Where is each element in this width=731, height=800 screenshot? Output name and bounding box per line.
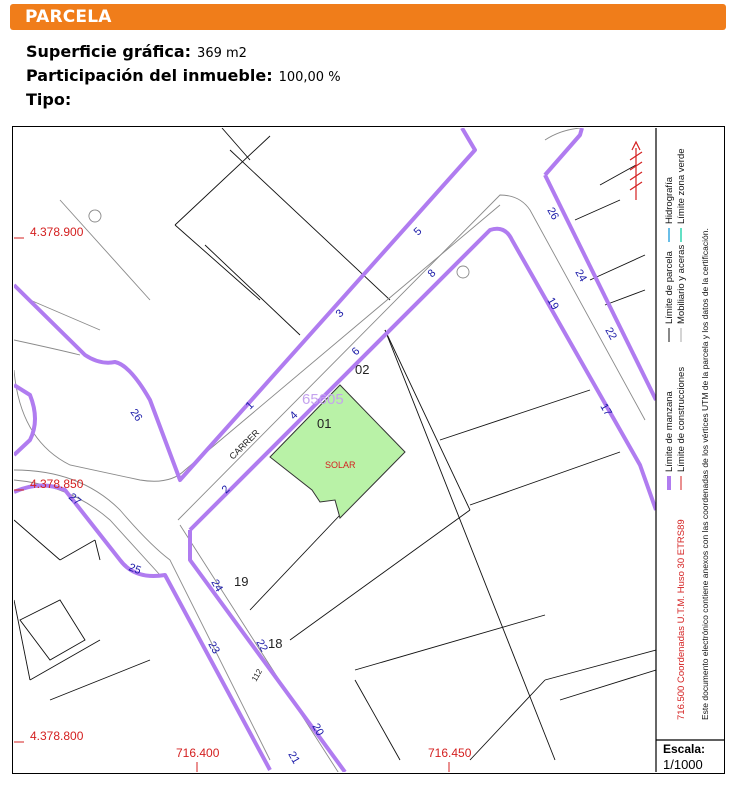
participacion-value: 100,00 % [278, 70, 341, 85]
street-number: 17 [597, 401, 614, 419]
coord-x-2: 716.450 [428, 746, 472, 760]
neighbor-112: 112 [249, 667, 265, 683]
coord-y-1: 4.378.900 [30, 225, 84, 239]
street-number: 6 [349, 345, 363, 359]
street-number: 22 [602, 325, 619, 343]
neighbor-18: 18 [268, 636, 283, 651]
legend-item-manzana: Límite de manzana [664, 391, 675, 472]
street-number: 21 [285, 749, 302, 767]
scale-value: 1/1000 [663, 757, 703, 772]
street-number: 1 [243, 399, 257, 413]
street-number: 25 [126, 561, 143, 578]
street-name: CARRER [227, 427, 262, 462]
coord-y-2: 4.378.850 [30, 477, 84, 491]
street-number: 20 [309, 721, 326, 739]
north-arrow-icon [630, 142, 642, 200]
parcel-use: SOLAR [325, 460, 356, 470]
legend-item-construcciones: Límite de construcciones [676, 366, 687, 472]
legend [664, 148, 710, 720]
street-number: 24 [572, 267, 589, 285]
street-number: 19 [544, 295, 561, 313]
street-number: 24 [208, 577, 225, 595]
street-number: 22 [253, 637, 270, 655]
neighbor-19: 19 [234, 574, 249, 589]
street-number: 4 [287, 409, 301, 423]
street-number: 5 [411, 225, 425, 239]
street-number: 8 [425, 267, 439, 281]
street-number: 26 [544, 205, 561, 223]
legend-item-zona-verde: Límite zona verde [676, 148, 687, 224]
street-number: 23 [205, 639, 222, 657]
coord-x-1: 716.400 [176, 746, 220, 760]
tipo-label: Tipo: [26, 90, 72, 109]
participacion-label: Participación del inmueble: [26, 66, 273, 85]
scale-label: Escala: [663, 742, 706, 756]
header-title: PARCELA [25, 7, 112, 27]
street-number: 26 [127, 406, 145, 424]
disclaimer: Este documento electrónico contiene anexos con las coordenadas de los vértices UTM de la parcela y los datos de la certificación. [700, 228, 710, 720]
legend-item-mobiliario: Mobiliario y aceras [676, 244, 687, 324]
street-number: 3 [333, 307, 347, 321]
superficie-label: Superficie gráfica: [26, 42, 192, 61]
coord-y-3: 4.378.800 [30, 729, 84, 743]
superficie-value: 369 m2 [197, 46, 247, 61]
neighbor-02: 02 [355, 362, 370, 377]
legend-item-parcela: Límite de parcela [664, 251, 675, 324]
utm-note: 716.500 Coordenadas U.T.M. Huso 30 ETRS89 [676, 519, 687, 720]
street-number: 2 [219, 483, 233, 497]
parcel-number: 01 [317, 416, 332, 431]
parcel-ref: 65605 [302, 391, 344, 408]
legend-item-hidrografia: Hidrografía [664, 177, 675, 224]
street-number: 27 [66, 491, 84, 509]
